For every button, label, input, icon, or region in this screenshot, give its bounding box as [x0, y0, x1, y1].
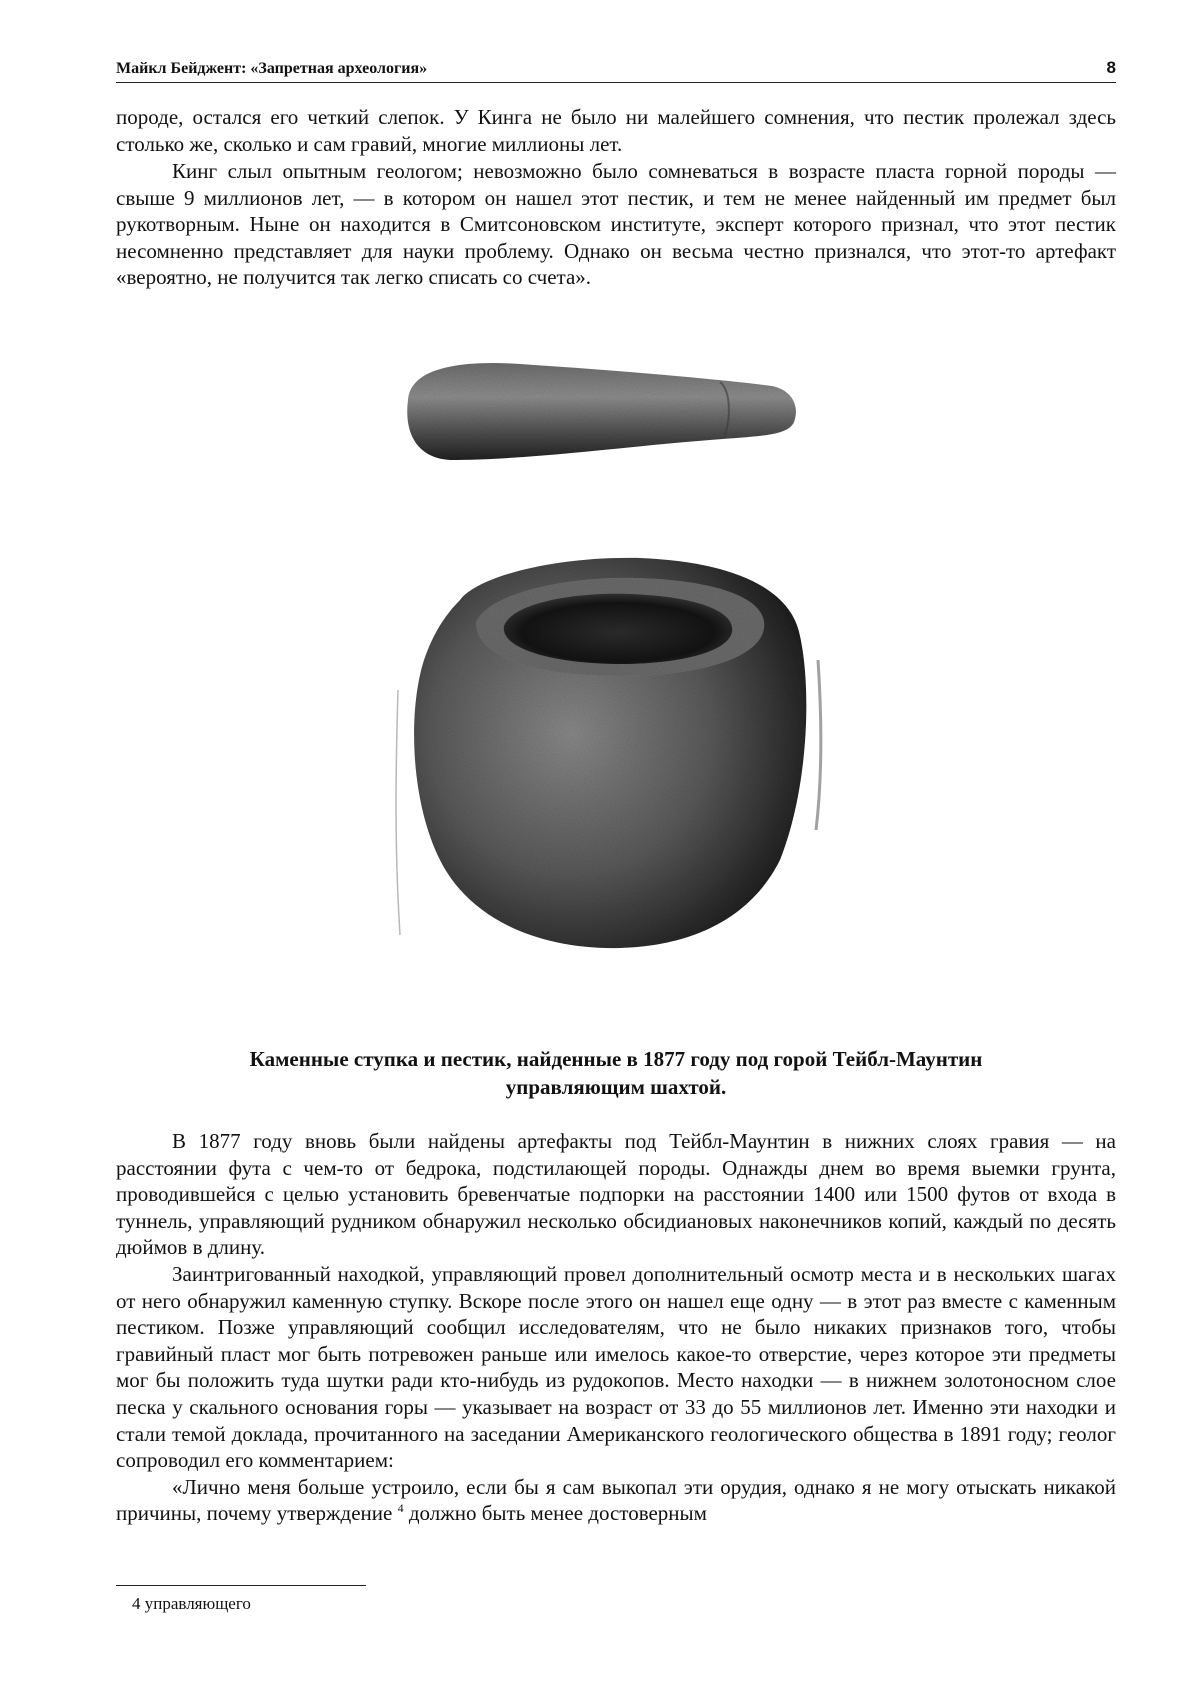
footnote-separator [116, 1585, 366, 1586]
caption-line-2: управляющим шахтой. [505, 1075, 727, 1099]
paragraph-intrigued-manager: Заинтригованный находкой, управляющий провел дополнительный осмотр места и в нескольких шагах от него обнаружил каменную ступку. Вскоре после этого он нашел еще одну — в этот раз вместе с каменным пестиком. Позже управляющий сообщил исследователям, что не было никаких признаков того, чтобы гравийный пласт мог быть потревожен раньше или имелось какое-то отверстие, через которое эти предметы мог бы положить туда шутки ради кто-нибудь из рудокопов. Место находки — в нижнем золотоносном слое песка у скального основания горы — указывает на возраст от 33 до 55 миллионов лет. Именно эти находки и стали темой доклада, прочитанного на заседании Американского геологического общества в 1891 году; геолог сопроводил его комментарием: [116, 1261, 1116, 1473]
footnote: 4 управляющего [132, 1594, 251, 1613]
page-number: 8 [1106, 58, 1116, 77]
mortar-image [396, 558, 821, 948]
footnote-reference[interactable]: 4 [397, 1501, 404, 1516]
pestle-image [407, 363, 796, 460]
text-block-bottom [116, 1128, 1116, 1527]
quote-text-after: должно быть менее достоверным [408, 1501, 707, 1526]
text-block-top [116, 158, 1116, 291]
mortar-pestle-illustration [380, 360, 880, 1030]
figure-mortar-pestle [380, 360, 880, 1030]
running-title: Майкл Бейджент: «Запретная археология» [116, 60, 428, 77]
paragraph-quote [116, 1474, 1116, 1527]
caption-line-1: Каменные ступка и пестик, найденные в 1877 году под горой Тейбл-Маунтин [249, 1047, 983, 1071]
paragraph-continued: породе, остался его четкий слепок. У Кинга не было ни малейшего сомнения, что пестик пролежал здесь столько же, сколько и сам гравий, многие миллионы лет. [116, 105, 1116, 156]
running-header [116, 56, 1116, 83]
figure-caption [116, 1045, 1116, 1101]
paragraph-king-geologist: Кинг слыл опытным геологом; невозможно было сомневаться в возрасте пласта горной породы — свыше 9 миллионов лет, — в котором он нашел этот пестик, и тем не менее найденный им предмет был рукотворным. Ныне он находится в Смитсоновском институте, эксперт которого признал, что этот пестик несомненно представляет для науки проблему. Однако он весьма честно признался, что этот-то артефакт «вероятно, не получится так легко списать со счета». [116, 159, 1116, 290]
paragraph-1877-finds: В 1877 году вновь были найдены артефакты под Тейбл-Маунтин в нижних слоях гравия — на расстоянии фута с чем-то от бедрока, подстилающей породы. Однажды днем во время выемки грунта, проводившейся с целью установить бревенчатые подпорки на расстоянии 1400 или 1500 футов от входа в туннель, управляющий рудником обнаружил несколько обсидиановых наконечников копий, каждый по десять дюймов в длину. [116, 1129, 1116, 1260]
quote-text-before: «Лично меня больше устроило, если бы я сам выкопал эти орудия, однако я не могу отыскать никакой причины, почему утверждение [116, 1474, 1116, 1526]
